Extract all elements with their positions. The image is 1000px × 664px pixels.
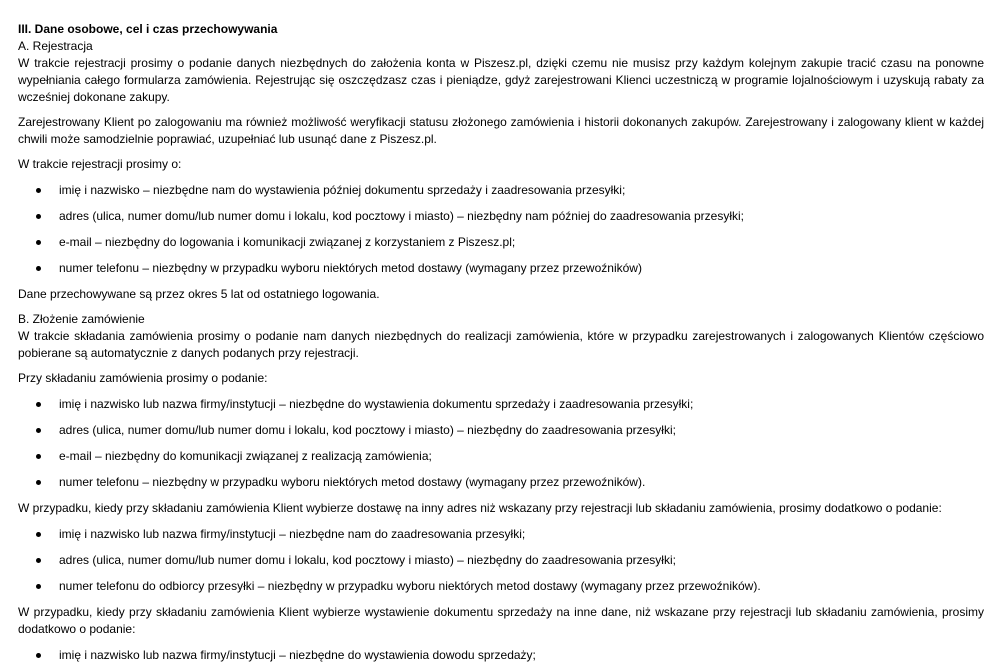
list-item: imię i nazwisko – niezbędne nam do wystawienia później dokumentu sprzedaży i zaadresowania przesyłki; [18, 182, 984, 199]
order-data-list [18, 396, 984, 491]
privacy-document [18, 21, 984, 664]
bullet-icon [36, 454, 41, 459]
registration-heading: A. Rejestracja [18, 39, 93, 53]
registration-paragraph-1: W trakcie rejestracji prosimy o podanie danych niezbędnych do założenia konta w Piszesz.pl, dzięki czemu nie musisz przy każdym kolejnym zakupie tracić czasu na ponowne wypełniania całego formularza zamówienia. Rejestrując się oszczędzasz czas i pieniądze, gdyż zarejestrowani Klienci uczestniczą w programie lojalnościowym i uzyskują rabaty za wcześniej dokonane zakupy. [18, 56, 984, 104]
bullet-icon [36, 480, 41, 485]
list-item: adres (ulica, numer domu/lub numer domu i lokalu, kod pocztowy i miasto) – niezbędny do zaadresowania przesyłki; [18, 552, 984, 569]
registration-data-list [18, 182, 984, 277]
registration-list-intro: W trakcie rejestracji prosimy o: [18, 157, 182, 171]
list-item: numer telefonu do odbiorcy przesyłki – niezbędny w przypadku wyboru niektórych metod dostawy (wymagany przez przewoźników). [18, 578, 984, 595]
delivery-data-list [18, 526, 984, 595]
list-item: numer telefonu – niezbędny w przypadku wyboru niektórych metod dostawy (wymagany przez przewoźników). [18, 474, 984, 491]
list-item: imię i nazwisko lub nazwa firmy/instytucji – niezbędne nam do zaadresowania przesyłki; [18, 526, 984, 543]
bullet-icon [36, 266, 41, 271]
list-item: e-mail – niezbędny do logowania i komunikacji związanej z korzystaniem z Piszesz.pl; [18, 234, 984, 251]
list-item: numer telefonu – niezbędny w przypadku wyboru niektórych metod dostawy (wymagany przez przewoźników) [18, 260, 984, 277]
list-item: imię i nazwisko lub nazwa firmy/instytucji – niezbędne do wystawienia dowodu sprzedaży; [18, 647, 984, 664]
bullet-icon [36, 532, 41, 537]
invoice-intro: W przypadku, kiedy przy składaniu zamówienia Klient wybierze wystawienie dokumentu sprzedaży na inne dane, niż wskazane przy rejestracji lub składaniu zamówienia, prosimy dodatkowo o podanie: [18, 605, 984, 636]
bullet-icon [36, 558, 41, 563]
bullet-icon [36, 240, 41, 245]
list-item: adres (ulica, numer domu/lub numer domu i lokalu, kod pocztowy i miasto) – niezbędny nam później do zaadresowania przesyłki; [18, 208, 984, 225]
bullet-icon [36, 653, 41, 658]
bullet-icon [36, 584, 41, 589]
retention-note: Dane przechowywane są przez okres 5 lat od ostatniego logowania. [18, 287, 380, 301]
bullet-icon [36, 428, 41, 433]
invoice-data-list [18, 647, 984, 664]
delivery-intro: W przypadku, kiedy przy składaniu zamówienia Klient wybierze dostawę na inny adres niż wskazany przy rejestracji lub składaniu zamówienia, prosimy dodatkowo o podanie: [18, 501, 942, 515]
list-item: e-mail – niezbędny do komunikacji związanej z realizacją zamówienia; [18, 448, 984, 465]
bullet-icon [36, 402, 41, 407]
order-list-intro: Przy składaniu zamówienia prosimy o podanie: [18, 371, 268, 385]
registration-paragraph-2: Zarejestrowany Klient po zalogowaniu ma również możliwość weryfikacji statusu złożonego zamówienia i historii dokonanych zakupów. Zarejestrowany i zalogowany klient w każdej chwili może samodzielnie poprawiać, uzupełniać lub usunąć dane z Piszesz.pl. [18, 115, 984, 146]
order-heading: B. Złożenie zamówienie [18, 312, 145, 326]
section-title: III. Dane osobowe, cel i czas przechowywania [18, 22, 278, 36]
list-item: imię i nazwisko lub nazwa firmy/instytucji – niezbędne do wystawienia dokumentu sprzedaży i zaadresowania przesyłki; [18, 396, 984, 413]
order-paragraph-1: W trakcie składania zamówienia prosimy o podanie nam danych niezbędnych do realizacji zamówienia, które w przypadku zarejestrowanych i zalogowanych Klientów częściowo pobierane są automatycznie z danych podanych przy rejestracji. [18, 329, 984, 360]
bullet-icon [36, 188, 41, 193]
bullet-icon [36, 214, 41, 219]
list-item: adres (ulica, numer domu/lub numer domu i lokalu, kod pocztowy i miasto) – niezbędny do zaadresowania przesyłki; [18, 422, 984, 439]
